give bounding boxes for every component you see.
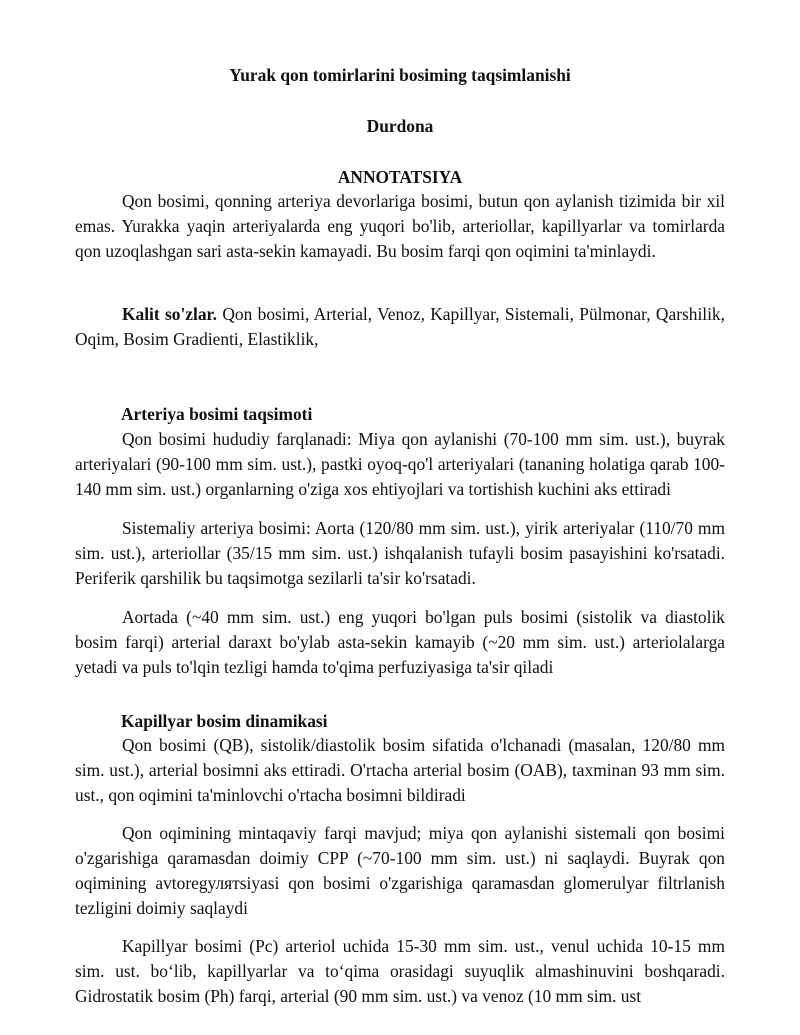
section-heading-arterial: Arteriya bosimi taqsimoti: [121, 404, 313, 424]
section-paragraph: [75, 733, 725, 808]
keywords-label: Kalit so'zlar.: [122, 304, 218, 324]
section-paragraph: [75, 605, 725, 680]
abstract-heading: ANNOTATSIYA: [337, 167, 463, 187]
abstract-paragraph: Qon bosimi, qonning arteriya devorlariga bosimi, butun qon aylanish tizimida bir xil emas. Yurakka yaqin arteriyalarda eng yuqori bo'lib, arteriollar, kapillyarlar va tomirlarda qon uzoqlashgan sari asta-sekin kamayadi. Bu bosim farqi qon oqimini ta'minlaydi.: [75, 191, 725, 261]
abstract-block: [75, 189, 725, 264]
section-paragraph-text: Sistemaliy arteriya bosimi: Aorta (120/80 mm sim. ust.), yirik arteriyalar (110/70 mm sim. ust.), arteriollar (35/15 mm sim. ust.) ishqalanish tufayli bosim pasayishini ko'rsatadi. Periferik qarshilik bu taqsimotga sezilarli ta'sir ko'rsatadi.: [75, 518, 725, 588]
section-paragraph-text: Aortada (~40 mm sim. ust.) eng yuqori bo'lgan puls bosimi (sistolik va diastolik bosim farqi) arterial daraxt bo'ylab asta-sekin kamayib (~20 mm sim. ust.) arteriolalarga yetadi va puls to'lqin tezligi hamda to'qima perfuziyasiga ta'sir qiladi: [75, 607, 725, 677]
document-author: Durdona: [366, 116, 434, 136]
section-paragraph-text: Qon oqimining mintaqaviy farqi mavjud; miya qon aylanishi sistemali qon bosimi o'zgarishiga qaramasdan doimiy CPP (~70-100 mm sim. ust.) ni saqlaydi. Buyrak qon oqimining avtoregулятsiyasi qon bosimi o'zgarishiga qaramasdan glomerulyar filtrlanish tezligini doimiy saqlaydi: [75, 823, 725, 918]
section-paragraph-text: Kapillyar bosimi (Pc) arteriol uchida 15-30 mm sim. ust., venul uchida 10-15 mm sim. ust. bo‘lib, kapillyarlar va to‘qima orasidagi suyuqlik almashinuvini boshqaradi. Gidrostatik bosim (Ph) farqi, arterial (90 mm sim. ust.) va venoz (10 mm sim. ust: [75, 936, 725, 1006]
section-paragraph-text: Qon bosimi hududiy farqlanadi: Miya qon aylanishi (70-100 mm sim. ust.), buyrak arteriyalari (90-100 mm sim. ust.), pastki oyoq-qo'l arteriyalari (tananing holatiga qarab 100-140 mm sim. ust.) organlarning o'ziga xos ehtiyojlari va tortishish kuchini aks ettiradi: [75, 429, 725, 499]
document-title: Yurak qon tomirlarini bosiming taqsimlanishi: [229, 65, 571, 85]
section-heading-capillary: Kapillyar bosim dinamikasi: [121, 711, 328, 731]
keywords-list: Qon bosimi, Arterial, Venoz, Kapillyar, Sistemali, Pülmonar, Qarshilik, Oqim, Bosim Gradienti, Elastiklik,: [75, 304, 725, 349]
section-paragraph-text: Qon bosimi (QB), sistolik/diastolik bosim sifatida o'lchanadi (masalan, 120/80 mm sim. ust.), arterial bosimni aks ettiradi. O'rtacha arterial bosim (OAB), taxminan 93 mm sim. ust., qon oqimini ta'minlovchi o'rtacha bosimni bildiradi: [75, 735, 725, 805]
section-paragraph: [75, 516, 725, 591]
section-paragraph: [75, 427, 725, 502]
section-paragraph: [75, 934, 725, 1009]
section-paragraph: [75, 821, 725, 921]
keywords-block: [75, 302, 725, 352]
keywords-paragraph: [75, 302, 725, 352]
